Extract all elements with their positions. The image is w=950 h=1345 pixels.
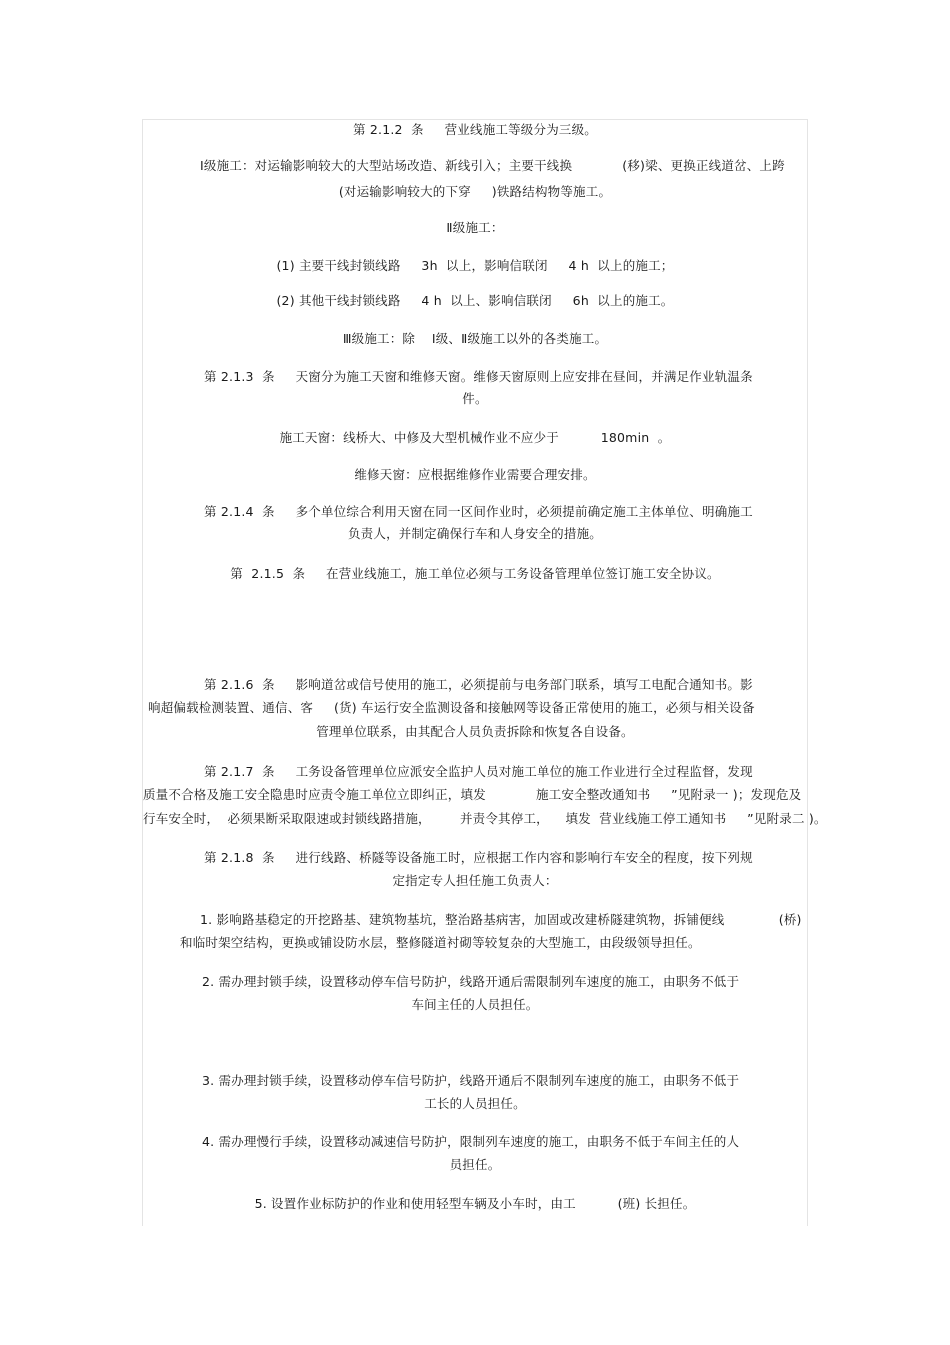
item-4-line1: 4. 需办理慢行手续，设置移动减速信号防护，限制列车速度的施工，由职务不低于车间主任的人	[202, 1134, 740, 1149]
grade-2-item-2: (2) 其他干线封锁线路 4 h 以上、影响信联闭 6h 以上的施工。	[276, 293, 674, 308]
article-2-1-8-line1: 第 2.1.8 条 进行线路、桥隧等设备施工时，应根据工作内容和影响行车安全的程度，按下列规	[204, 850, 753, 865]
article-2-1-2: 第 2.1.2 条 营业线施工等级分为三级。	[353, 122, 597, 137]
item-1-line2: 和临时架空结构，更换或铺设防水层，整修隧道衬砌等较复杂的大型施工，由段级领导担任。	[180, 935, 701, 950]
article-2-1-7-line3: 行车安全时， 必须果断采取限速或封锁线路措施， 并责令其停工， 填发 营业线施工停工通知书 ”见附录二 )。	[143, 811, 827, 826]
article-2-1-7-line1: 第 2.1.7 条 工务设备管理单位应派安全监护人员对施工单位的施工作业进行全过程监督，发现	[204, 764, 753, 779]
item-1-line1: 1. 影响路基稳定的开挖路基、建筑物基坑，整治路基病害，加固或改建桥隧建筑物，拆铺便线 (桥)	[200, 912, 802, 927]
grade-1-text-line1: Ⅰ级施工：对运输影响较大的大型站场改造、新线引入；主要干线换 (移)梁、更换正线道岔、上跨	[200, 158, 785, 173]
maintenance-window-text: 维修天窗：应根据维修作业需要合理安排。	[354, 467, 596, 482]
article-2-1-6-line1: 第 2.1.6 条 影响道岔或信号使用的施工，必须提前与电务部门联系，填写工电配合通知书。影	[204, 677, 753, 692]
page-frame	[142, 119, 808, 1226]
article-2-1-3-line2: 件。	[462, 391, 488, 406]
article-2-1-4-line1: 第 2.1.4 条 多个单位综合利用天窗在同一区间作业时，必须提前确定施工主体单位、明确施工	[204, 504, 753, 519]
item-2-line2: 车间主任的人员担任。	[411, 997, 539, 1012]
grade-2-heading: Ⅱ级施工：	[446, 220, 504, 235]
article-2-1-5: 第 2.1.5 条 在营业线施工，施工单位必须与工务设备管理单位签订施工安全协议。	[230, 566, 720, 581]
item-4-line2: 员担任。	[449, 1157, 501, 1172]
item-5: 5. 设置作业标防护的作业和使用轻型车辆及小车时，由工 (班) 长担任。	[254, 1196, 696, 1211]
item-2-line1: 2. 需办理封锁手续，设置移动停车信号防护，线路开通后需限制列车速度的施工，由职务不低于	[202, 974, 740, 989]
article-2-1-8-line2: 定指定专人担任施工负责人：	[392, 873, 558, 888]
article-2-1-7-line2: 质量不合格及施工安全隐患时应责令施工单位立即纠正，填发 施工安全整改通知书 ”见附录一 )；发现危及	[143, 787, 802, 802]
article-2-1-6-line2: 响超偏载检测装置、通信、客 (货) 车运行安全监测设备和接触网等设备正常使用的施工，必须与相关设备	[148, 700, 755, 715]
article-2-1-4-line2: 负责人，并制定确保行车和人身安全的措施。	[347, 526, 602, 541]
grade-2-item-1: (1) 主要干线封锁线路 3h 以上，影响信联闭 4 h 以上的施工；	[276, 258, 674, 273]
article-2-1-3-line1: 第 2.1.3 条 天窗分为施工天窗和维修天窗。维修天窗原则上应安排在昼间，并满足作业轨温条	[204, 369, 753, 384]
construction-window-text: 施工天窗：线桥大、中修及大型机械作业不应少于 180min 。	[279, 430, 671, 445]
grade-1-text-line2: (对运输影响较大的下穿 )铁路结构物等施工。	[338, 184, 612, 199]
grade-3-text: Ⅲ级施工：除 Ⅰ级、Ⅱ级施工以外的各类施工。	[342, 331, 608, 346]
article-2-1-6-line3: 管理单位联系，由其配合人员负责拆除和恢复各自设备。	[316, 724, 634, 739]
item-3-line2: 工长的人员担任。	[424, 1096, 526, 1111]
item-3-line1: 3. 需办理封锁手续，设置移动停车信号防护，线路开通后不限制列车速度的施工，由职务不低于	[202, 1073, 740, 1088]
